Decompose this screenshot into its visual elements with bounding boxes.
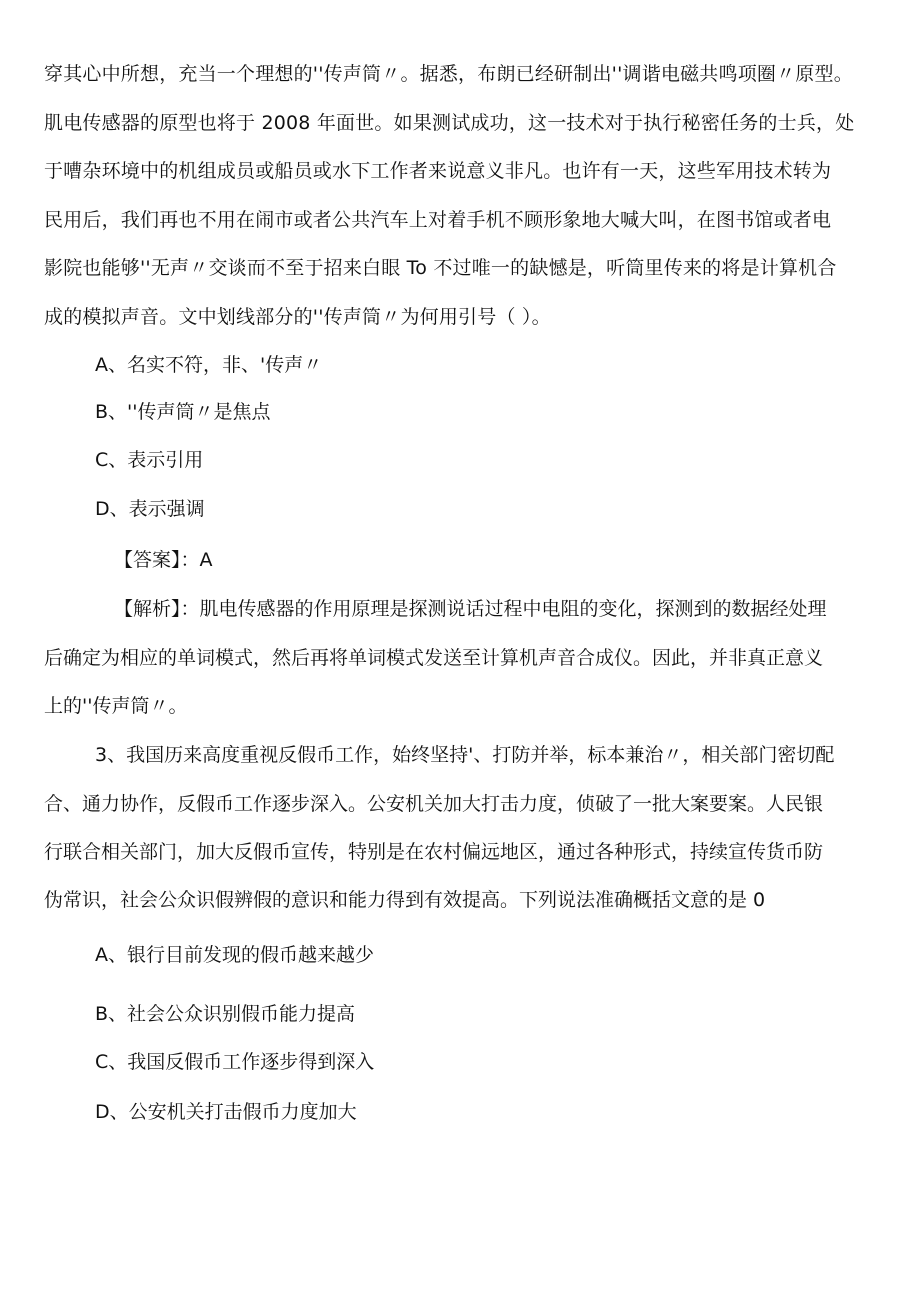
stem-line: 于嘈杂环境中的机组成员或船员或水下工作者来说意义非凡。也许有一天，这些军用技术转为 bbox=[44, 160, 832, 182]
stem-line: 成的模拟声音。文中划线部分的''传声筒〃为何用引号（ ）。 bbox=[44, 305, 551, 328]
question-3-stem-line: 3、我国历来高度重视反假币工作，始终坚持'、打防并举，标本兼治〃，相关部门密切配 bbox=[95, 744, 835, 766]
question-2-option-b: B、''传声筒〃是焦点 bbox=[95, 401, 271, 423]
question-3-option-a: A、银行目前发现的假币越来越少 bbox=[95, 944, 374, 966]
stem-line: 穿其心中所想，充当一个理想的''传声筒〃。据悉，布朗已经研制出''调谐电磁共鸣项圈〃原型。 bbox=[44, 63, 853, 85]
question-3-stem-line: 伪常识，社会公众识假辨假的意识和能力得到有效提高。下列说法准确概括文意的是 0 bbox=[44, 889, 766, 911]
question-2-stem bbox=[44, 50, 880, 341]
question-2-analysis-line: 【解析】：肌电传感器的作用原理是探测说话过程中电阻的变化，探测到的数据经处理 bbox=[114, 598, 827, 620]
question-2-analysis-line: 上的''传声筒〃。 bbox=[44, 695, 188, 717]
question-2-option-c: C、表示引用 bbox=[95, 449, 204, 471]
question-3-stem-line: 合、通力协作，反假币工作逐步深入。公安机关加大打击力度，侦破了一批大案要案。人民银 bbox=[44, 793, 824, 815]
question-2-option-a: A、名实不符，非、'传声〃 bbox=[95, 354, 323, 376]
question-2-option-d: D、表示强调 bbox=[95, 498, 205, 520]
question-3-stem-line: 行联合相关部门，加大反假币宣传，特别是在农村偏远地区，通过各种形式，持续宣传货币防 bbox=[44, 841, 824, 863]
question-3-option-d: D、公安机关打击假币力度加大 bbox=[95, 1101, 357, 1123]
question-2-analysis-line: 后确定为相应的单词模式，然后再将单词模式发送至计算机声音合成仪。因此，并非真正意义 bbox=[44, 647, 824, 669]
question-3-option-b: B、社会公众识别假币能力提高 bbox=[95, 1003, 356, 1025]
question-3-option-c: C、我国反假币工作逐步得到深入 bbox=[95, 1051, 375, 1073]
question-2-answer: 【答案】：A bbox=[114, 549, 213, 571]
stem-line: 肌电传感器的原型也将于 2008 年面世。如果测试成功，这一技术对于执行秘密任务的士兵，处 bbox=[44, 111, 855, 134]
stem-line: 影院也能够''无声〃交谈而不至于招来白眼 To 不过唯一的缺憾是，听筒里传来的将是计算机合 bbox=[44, 257, 837, 279]
stem-line: 民用后，我们再也不用在闹市或者公共汽车上对着手机不顾形象地大喊大叫，在图书馆或者电 bbox=[44, 208, 832, 231]
